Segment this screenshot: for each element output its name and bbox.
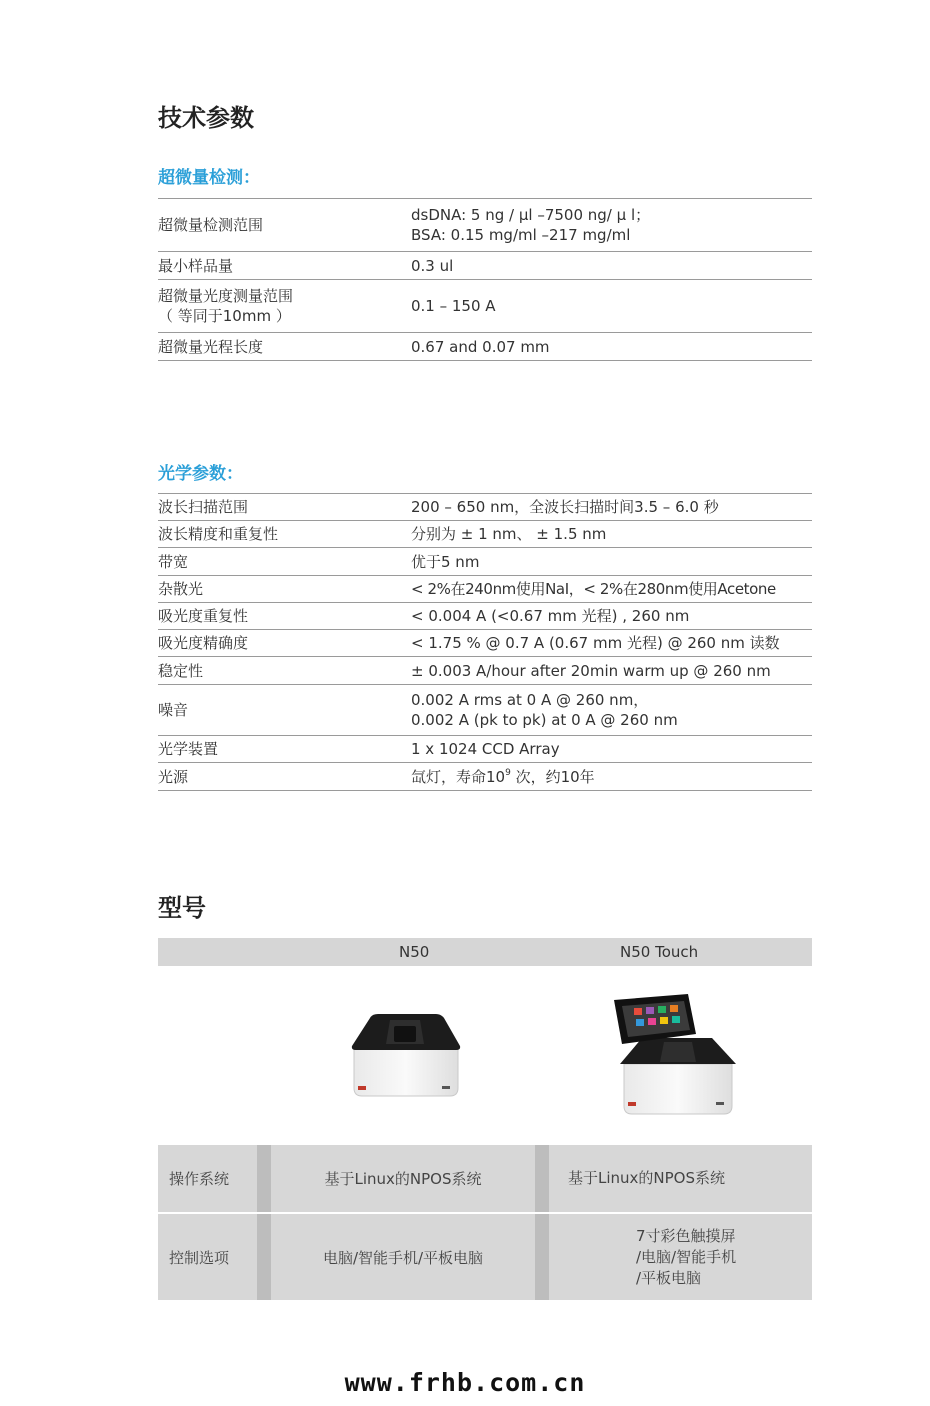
spec-value: 0.67 and 0.07 mm: [411, 333, 812, 361]
spec-value: 0.3 ul: [411, 252, 812, 280]
spec-label: 带宽: [158, 548, 411, 576]
spec-row: [158, 521, 812, 548]
spec-value: 优于5 nm: [411, 548, 812, 576]
spec-label: 光源: [158, 763, 411, 791]
spec-row: [158, 657, 812, 685]
spec-label: 最小样品量: [158, 252, 411, 280]
spec-value: 分别为 ± 1 nm、 ± 1.5 nm: [411, 521, 812, 548]
spec-row: [158, 630, 812, 657]
model-compare-row-control: [158, 1214, 812, 1300]
spec-label: 吸光度重复性: [158, 603, 411, 630]
ultra-micro-spec-table: [158, 198, 812, 361]
superscript-exponent: 9: [505, 767, 511, 778]
n50-touch-device-image: [612, 994, 740, 1118]
page-title: 技术参数: [158, 104, 254, 132]
spec-value: 1 x 1024 CCD Array: [411, 736, 812, 763]
compare-value-text: 7寸彩色触摸屏 /电脑/智能手机 /平板电脑: [636, 1226, 737, 1287]
compare-value-text: 电脑/智能手机/平板电脑: [322, 1248, 484, 1267]
compare-value-n50: [271, 1214, 535, 1300]
compare-label-text: 操作系统: [169, 1170, 230, 1188]
model-compare-row-os: [158, 1145, 812, 1212]
compare-value-n50-touch: [549, 1145, 812, 1212]
spec-row: [158, 199, 812, 252]
spec-row: [158, 252, 812, 280]
footer-url: www.frhb.com.cn: [344, 1368, 586, 1397]
light-source-text: 氙灯，寿命10: [411, 767, 506, 786]
model-column-n50: N50: [399, 943, 430, 961]
spec-label: 光学装置: [158, 736, 411, 763]
model-header-bar: [158, 938, 812, 966]
compare-label: [158, 1145, 257, 1212]
section-heading-optical: 光学参数：: [158, 464, 243, 484]
column-separator: [535, 1214, 549, 1300]
spec-row: [158, 333, 812, 361]
spec-row: [158, 685, 812, 736]
spec-label: 杂散光: [158, 576, 411, 603]
spec-value: dsDNA: 5 ng / μl –7500 ng/ μ l； BSA: 0.15 mg/ml –217 mg/ml: [411, 199, 812, 252]
column-separator: [257, 1214, 271, 1300]
spec-value: 0.002 A rms at 0 A @ 260 nm， 0.002 A (pk to pk) at 0 A @ 260 nm: [411, 685, 812, 736]
light-source-text-tail: 次，约10年: [510, 767, 595, 786]
column-separator: [257, 1145, 271, 1212]
spec-value: < 0.004 A (<0.67 mm 光程) , 260 nm: [411, 603, 812, 630]
spec-label: 超微量光程长度: [158, 333, 411, 361]
spec-row: [158, 494, 812, 521]
models-heading: 型号: [158, 894, 206, 922]
spec-label: 超微量光度测量范围 （ 等同于10mm ）: [158, 280, 411, 333]
spec-row: [158, 603, 812, 630]
spec-value: 200 – 650 nm，全波长扫描时间3.5 – 6.0 秒: [411, 494, 812, 521]
spec-label: 噪音: [158, 685, 411, 736]
spec-label: 吸光度精确度: [158, 630, 411, 657]
spec-row: [158, 280, 812, 333]
compare-value-n50: [271, 1145, 535, 1212]
compare-value-text: 基于Linux的NPOS系统: [324, 1170, 482, 1188]
compare-value-text: 基于Linux的NPOS系统: [568, 1169, 726, 1187]
spec-label: 波长精度和重复性: [158, 521, 411, 548]
spec-value: < 2%在240nm使用NaI，< 2%在280nm使用Acetone: [411, 576, 812, 603]
compare-label-text: 控制选项: [169, 1248, 230, 1267]
compare-value-n50-touch: [549, 1214, 812, 1300]
spec-row: [158, 763, 812, 791]
compare-label: [158, 1214, 257, 1300]
spec-label: 稳定性: [158, 657, 411, 685]
model-column-n50-touch: N50 Touch: [620, 943, 699, 961]
spec-label: 超微量检测范围: [158, 199, 411, 252]
spec-row: [158, 548, 812, 576]
column-separator: [535, 1145, 549, 1212]
n50-device-image: [348, 1010, 464, 1102]
spec-row: [158, 736, 812, 763]
spec-value: 0.1 – 150 A: [411, 280, 812, 333]
spec-row: [158, 576, 812, 603]
spec-value: ± 0.003 A/hour after 20min warm up @ 260 nm: [411, 657, 812, 685]
section-heading-ultra-micro: 超微量检测：: [158, 168, 260, 188]
spec-label: 波长扫描范围: [158, 494, 411, 521]
spec-value: [411, 763, 812, 791]
optical-spec-table: [158, 493, 812, 791]
spec-value: < 1.75 % @ 0.7 A (0.67 mm 光程) @ 260 nm 读数: [411, 630, 812, 657]
